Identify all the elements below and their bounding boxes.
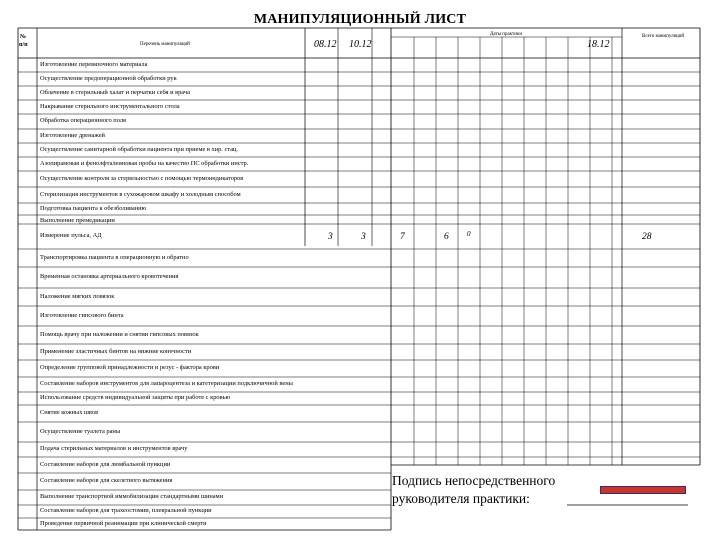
header-date-last: 18.12	[587, 39, 610, 50]
procedure-label: Наложение мягких повязок	[40, 292, 115, 300]
row-value-c2: 3	[361, 232, 366, 242]
header-date-2: 10.12	[349, 39, 372, 50]
procedure-label: Выполнение премедикации	[40, 217, 115, 224]
procedure-label: Транспортировка пациента в операционную и обратно	[40, 253, 189, 261]
procedure-label: Составление наборов для скелетного вытяжения	[40, 477, 173, 484]
row-value-c5: 6	[444, 232, 449, 242]
procedure-label: Использование средств индивидуальной защиты при работе с кровью	[40, 394, 231, 401]
procedure-label: Осуществление контроля за стерильностью с помощью термоиндикаторов	[40, 174, 244, 182]
procedure-label: Изготовление дренажей	[40, 131, 105, 139]
procedure-label: Временная остановка артериального кровотечения	[40, 273, 179, 280]
procedure-label: Проведение первичной реанимации при клинической смерти	[40, 520, 207, 527]
signature-line2: руководителя практики:	[392, 491, 530, 506]
procedure-label: Снятие кожных швов	[40, 409, 99, 416]
procedure-label: Помощь врачу при наложении и снятии гипсовых повязок	[40, 330, 199, 338]
procedure-label: Осуществление туалета раны	[40, 427, 121, 435]
procedure-label: Обработка операционного поля	[40, 117, 126, 124]
header-dates-label: Даты практики	[490, 32, 523, 37]
procedure-label: Составление наборов для трахеостомии, плевральной пункции	[40, 507, 212, 514]
procedure-label: Осуществление предоперационной обработки рук	[40, 74, 177, 82]
procedure-label: Подготовка пациента к обезболиванию	[40, 205, 147, 212]
procedure-label: Составление наборов инструментов для лапароцентеза и катетеризации подключичной вены	[40, 380, 293, 387]
header-date-1: 08.12	[314, 39, 337, 50]
procedure-label: Измерение пульса, АД	[40, 232, 102, 239]
procedure-label: Подача стерильных материалов и инструментов врачу	[40, 445, 188, 452]
procedure-label: Применение эластичных бинтов на нижние конечности	[40, 347, 192, 355]
procedure-label: Изготовление перевязочного материала	[40, 60, 148, 68]
procedure-label: Азопирамовая и фенолфталеиновая пробы на качество ПС обработки инстр.	[40, 159, 249, 167]
procedure-label: Осуществление санитарной обработки пациента при приеме в хир. стац.	[40, 145, 239, 153]
header-procedures: Перечень манипуляций	[140, 42, 190, 47]
procedure-label: Составление наборов для люмбальной пункции	[40, 460, 171, 468]
signature-stamp	[600, 486, 686, 494]
procedure-label: Изготовление гипсового бинта	[40, 311, 124, 319]
procedure-label: Выполнение транспортной иммобилизации стандартными шинами	[40, 493, 224, 500]
header-total-text: Всего манипуляций	[642, 34, 684, 39]
procedure-label: Стерилизация инструментов в сухожаровом шкафу и холодным способом	[40, 190, 241, 198]
procedure-label: Накрывание стерильного инструментального стола	[40, 102, 180, 110]
signature-line1: Подпись непосредственного	[392, 473, 556, 488]
header-number-line2: п/п	[19, 42, 28, 48]
row-value-total: 28	[642, 232, 652, 242]
page-title: МАНИПУЛЯЦИОННЫЙ ЛИСТ	[253, 12, 467, 27]
row-value-c6: 0	[467, 230, 471, 238]
header-number-line1: №	[20, 34, 27, 40]
procedure-label: Определение групповой принадлежности и резус - фактора крови	[40, 364, 220, 371]
procedure-label: Облачение в стерильный халат и перчатки себя и врача	[40, 88, 190, 96]
row-value-c1: 3	[328, 232, 333, 242]
header-total-label	[638, 33, 688, 40]
row-value-c3: 7	[400, 232, 405, 242]
